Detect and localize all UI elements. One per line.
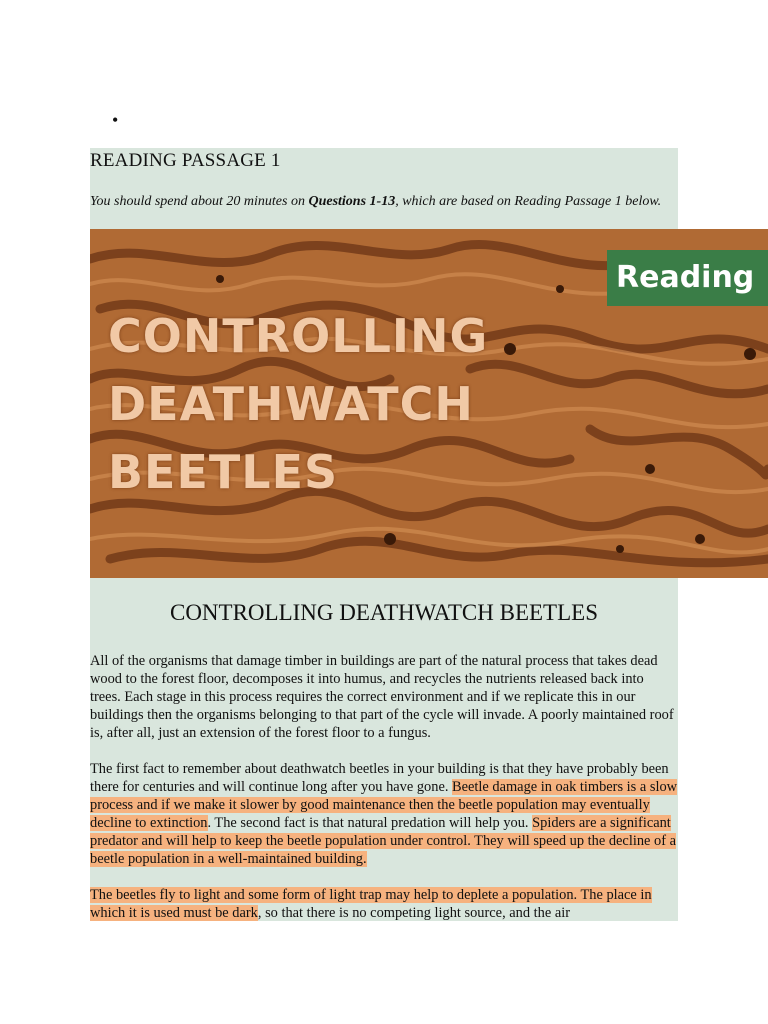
paragraph-3-sentence-2: , so that there is no competing light source, and the air <box>257 905 570 921</box>
banner-title-line-2: DEATHWATCH <box>108 377 474 431</box>
banner-title <box>108 302 488 506</box>
paragraph-3-highlight: The beetles fly to light and some form of light trap may help to deplete a population. The place in which it is used must be dark <box>90 887 652 921</box>
instructions <box>90 193 678 211</box>
paragraph-2 <box>90 760 678 868</box>
paragraph-2-highlight-2: Spiders are a significant predator and will help to keep the beetle population under control. They will speed up the decline of a beetle population in a well-maintained building. <box>90 815 676 867</box>
list-bullet: • <box>112 110 119 130</box>
paragraph-2-sentence-3: . The second fact is that natural predation will help you. <box>207 815 533 831</box>
instructions-post: , which are based on Reading Passage 1 below. <box>395 194 662 209</box>
paragraph-2-highlight-1: Beetle damage in oak timbers is a slow process and if we make it slower by good maintenance then the beetle population may eventually decline to extinction <box>90 779 678 831</box>
banner-title-line-1: CONTROLLING <box>108 309 489 363</box>
article-title: CONTROLLING DEATHWATCH BEETLES <box>169 600 598 625</box>
instructions-pre: You should spend about 20 minutes on <box>90 194 309 209</box>
paragraph-3 <box>90 886 678 922</box>
paragraph-2-sentence-1: The first fact to remember about deathwatch beetles in your building is that they have probably been there for centuries and will continue long after you have gone. <box>90 761 669 795</box>
instructions-questions: Questions 1-13 <box>308 194 396 209</box>
banner-title-line-3: BEETLES <box>108 445 339 499</box>
reading-badge: Reading <box>607 250 768 306</box>
passage-title: READING PASSAGE 1 <box>90 150 281 171</box>
paragraph-1: All of the organisms that damage timber in buildings are part of the natural process that takes dead wood to the forest floor, decomposes it into humus, and recycles the nutrients released back into trees. Each stage in this process requires the correct environment and if we replicate this in our buildings then the organisms belonging to that part of the cycle will invade. A poorly maintained roof is, after all, just an extension of the forest floor to a fungus. <box>90 653 674 741</box>
